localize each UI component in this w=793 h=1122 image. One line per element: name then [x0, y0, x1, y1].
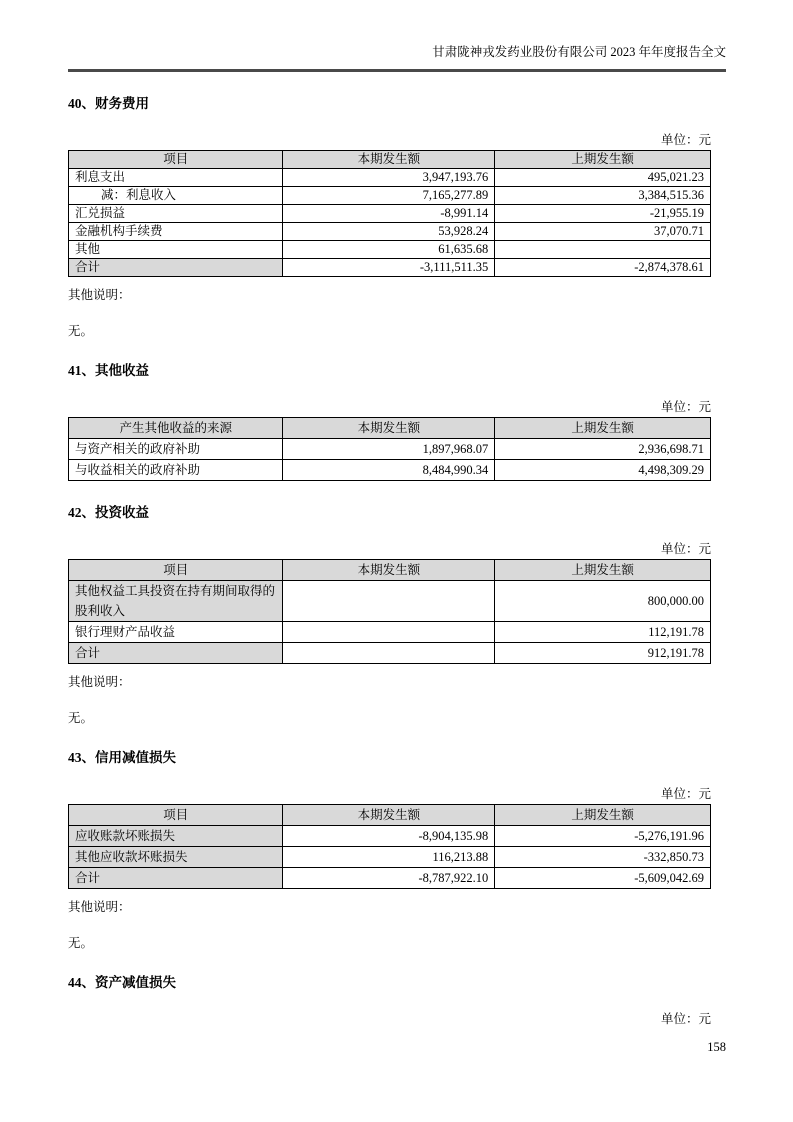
prior-amount-cell: -332,850.73	[495, 847, 711, 868]
table-row	[69, 847, 711, 868]
section-heading: 44、资产减值损失	[68, 975, 176, 990]
section-43	[68, 750, 726, 951]
other-notes-label: 其他说明：	[68, 900, 131, 914]
current-amount-cell: -8,787,922.10	[283, 868, 495, 889]
document-header-title: 甘肃陇神戎发药业股份有限公司 2023 年年度报告全文	[432, 45, 726, 59]
unit-label: 单位：元	[660, 542, 711, 556]
unit-label: 单位：元	[660, 787, 711, 801]
unit-label: 单位：元	[660, 1012, 711, 1026]
item-label-cell: 汇兑损益	[69, 205, 283, 223]
section-42	[68, 505, 726, 726]
current-amount-cell: 116,213.88	[283, 847, 495, 868]
other-notes-value: 无。	[68, 324, 94, 338]
prior-amount-cell: -2,874,378.61	[495, 259, 711, 277]
prior-amount-cell: 4,498,309.29	[495, 460, 711, 481]
unit-label: 单位：元	[660, 133, 711, 147]
item-label-cell: 合计	[69, 643, 283, 664]
prior-amount-cell: -21,955.19	[495, 205, 711, 223]
other-notes-value: 无。	[68, 936, 94, 950]
current-amount-cell: 53,928.24	[283, 223, 495, 241]
item-label-cell: 合计	[69, 259, 283, 277]
table-header-row	[69, 151, 711, 169]
other-notes-label: 其他说明：	[68, 675, 131, 689]
section-heading: 40、财务费用	[68, 96, 149, 111]
table-header-row	[69, 805, 711, 826]
item-label-cell: 其他	[69, 241, 283, 259]
table-row	[69, 622, 711, 643]
section-40	[68, 96, 726, 339]
current-amount-cell: 7,165,277.89	[283, 187, 495, 205]
table-row	[69, 223, 711, 241]
column-header: 项目	[69, 560, 283, 581]
prior-amount-cell: 37,070.71	[495, 223, 711, 241]
prior-amount-cell: -5,609,042.69	[495, 868, 711, 889]
item-label-cell: 金融机构手续费	[69, 223, 283, 241]
prior-amount-cell: 2,936,698.71	[495, 439, 711, 460]
current-amount-cell	[283, 622, 495, 643]
column-header: 产生其他收益的来源	[69, 418, 283, 439]
section-heading: 41、其他收益	[68, 363, 149, 378]
current-amount-cell: 8,484,990.34	[283, 460, 495, 481]
table-row	[69, 169, 711, 187]
section-heading: 42、投资收益	[68, 505, 149, 520]
table-row	[69, 460, 711, 481]
financial-table	[68, 559, 711, 664]
table-header-row	[69, 560, 711, 581]
prior-amount-cell	[495, 241, 711, 259]
prior-amount-cell: 912,191.78	[495, 643, 711, 664]
table-row	[69, 241, 711, 259]
column-header: 上期发生额	[495, 151, 711, 169]
other-notes-value: 无。	[68, 711, 94, 725]
table-row	[69, 643, 711, 664]
column-header: 项目	[69, 805, 283, 826]
column-header: 上期发生额	[495, 560, 711, 581]
table-row	[69, 439, 711, 460]
table-row	[69, 826, 711, 847]
financial-table	[68, 417, 711, 481]
prior-amount-cell: -5,276,191.96	[495, 826, 711, 847]
item-label-cell: 其他权益工具投资在持有期间取得的股利收入	[69, 581, 283, 622]
column-header: 本期发生额	[283, 151, 495, 169]
current-amount-cell: -3,111,511.35	[283, 259, 495, 277]
prior-amount-cell: 112,191.78	[495, 622, 711, 643]
section-heading: 43、信用减值损失	[68, 750, 176, 765]
column-header: 本期发生额	[283, 805, 495, 826]
other-notes-label: 其他说明：	[68, 288, 131, 302]
current-amount-cell	[283, 581, 495, 622]
table-row	[69, 187, 711, 205]
item-label-cell: 应收账款坏账损失	[69, 826, 283, 847]
table-row	[69, 205, 711, 223]
current-amount-cell: -8,991.14	[283, 205, 495, 223]
prior-amount-cell: 3,384,515.36	[495, 187, 711, 205]
item-label-cell: 与资产相关的政府补助	[69, 439, 283, 460]
item-label-cell: 利息支出	[69, 169, 283, 187]
current-amount-cell: -8,904,135.98	[283, 826, 495, 847]
column-header: 项目	[69, 151, 283, 169]
prior-amount-cell: 495,021.23	[495, 169, 711, 187]
page-number: 158	[707, 1040, 726, 1054]
table-row	[69, 259, 711, 277]
column-header: 本期发生额	[283, 560, 495, 581]
item-label-cell: 银行理财产品收益	[69, 622, 283, 643]
item-label-cell: 其他应收款坏账损失	[69, 847, 283, 868]
item-label-cell: 与收益相关的政府补助	[69, 460, 283, 481]
section-41	[68, 363, 726, 481]
prior-amount-cell: 800,000.00	[495, 581, 711, 622]
table-row	[69, 868, 711, 889]
financial-table	[68, 150, 711, 277]
table-row	[69, 581, 711, 622]
item-label-cell: 合计	[69, 868, 283, 889]
column-header: 上期发生额	[495, 418, 711, 439]
current-amount-cell: 3,947,193.76	[283, 169, 495, 187]
column-header: 本期发生额	[283, 418, 495, 439]
unit-label: 单位：元	[660, 400, 711, 414]
column-header: 上期发生额	[495, 805, 711, 826]
current-amount-cell	[283, 643, 495, 664]
item-label-cell: 减：利息收入	[69, 187, 283, 205]
page-content	[68, 72, 726, 1029]
section-44	[68, 975, 726, 1027]
table-header-row	[69, 418, 711, 439]
current-amount-cell: 1,897,968.07	[283, 439, 495, 460]
current-amount-cell: 61,635.68	[283, 241, 495, 259]
financial-table	[68, 804, 711, 889]
